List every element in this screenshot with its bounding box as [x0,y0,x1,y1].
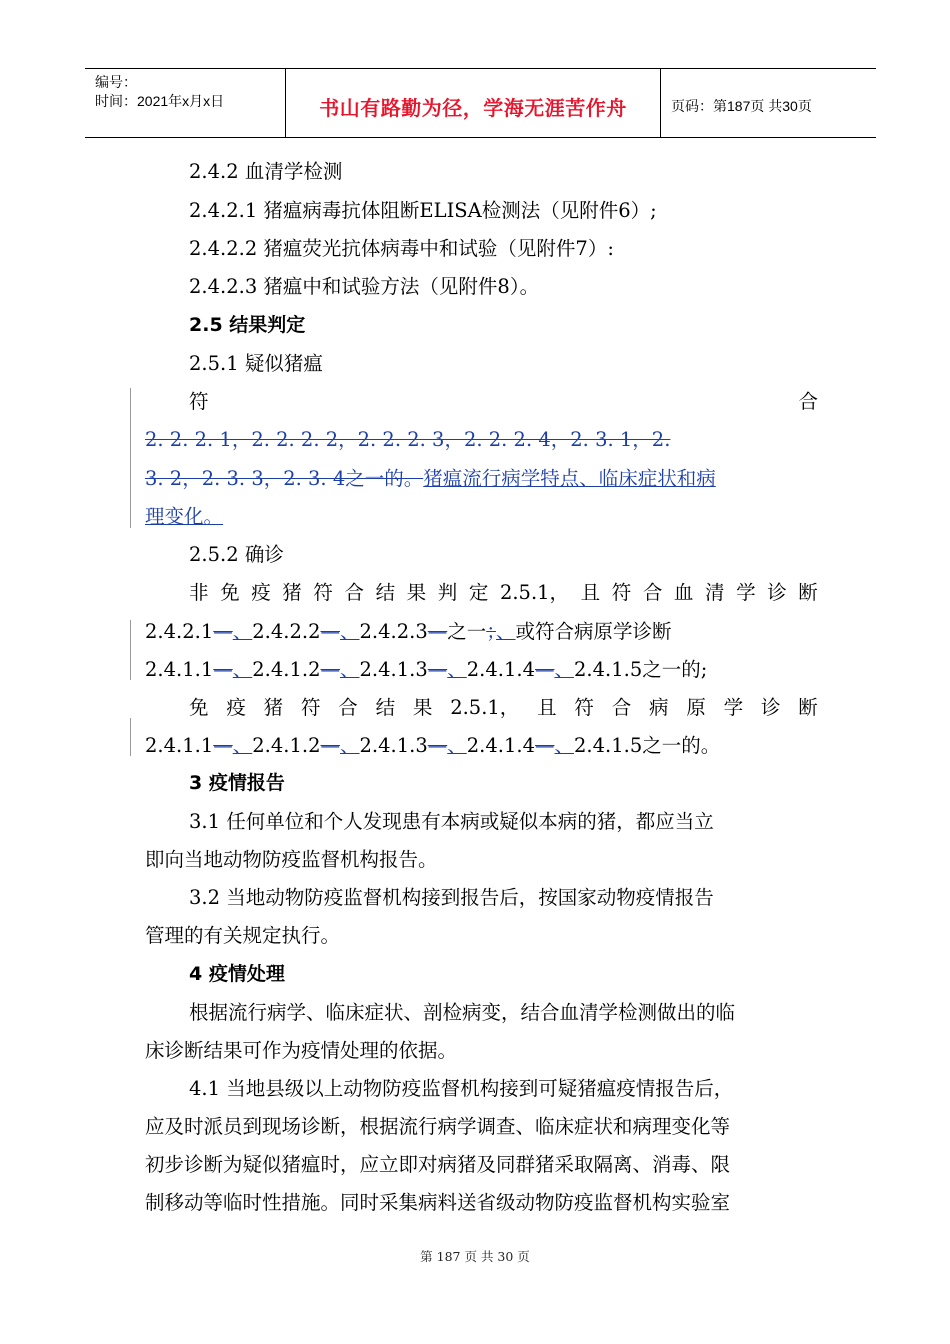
section-2-4-2: 2.4.2 血清学检测 [189,160,343,183]
justified-line [189,390,818,414]
word: 且 [580,581,601,604]
section-2-4-2-2: 2.4.2.2 猪瘟荧光抗体病毒中和试验（见附件7）: [189,237,614,260]
deleted-dash: — [427,734,448,757]
section-3-1-cont: 即向当地动物防疫监督机构报告。 [145,848,438,871]
code-ref: 2.4.1.2 [252,734,321,757]
code-ref: 2.4.1.3 [359,658,428,681]
deleted-dash: — [213,734,233,757]
deleted-dash: — [534,658,555,681]
header-motto-cell [285,69,661,137]
word: 疫 [251,581,271,604]
header-meta-cell [85,69,285,137]
word: 病 [649,696,669,719]
section-4-1-cont: 初步诊断为疑似猪瘟时，应立即对病猪及同群猪采取隔离、消毒、限 [145,1153,731,1176]
text: 之一 [447,620,487,643]
word: 猪 [263,696,284,719]
deleted-text: 2. 2. 2. 1，2. 2. 2. 2，2. 2. 2. 3，2. 2. 2. 4，2. 3. 1，2. [145,428,671,451]
document-header [85,68,876,138]
section-2-5-1: 2.5.1 疑似猪瘟 [189,352,323,375]
code-ref: 2.4.2.2 [252,620,321,643]
inserted-text: 理变化。 [145,505,224,528]
word: 学 [723,696,744,719]
word: 免 [189,696,209,719]
inserted-comma: 、 [339,658,360,681]
text: 或符合病原学诊断 [515,620,672,643]
revision-line [145,467,818,491]
inserted-comma: 、 [554,658,574,681]
section-4-1-cont: 应及时派员到现场诊断，根据流行病学调查、临床症状和病理变化等 [145,1115,731,1138]
word: 清 [705,581,725,604]
word: 符 [189,390,209,413]
word: 符 [574,696,594,719]
word: 合 [344,581,364,604]
word: 判 [437,581,458,604]
deleted-line [145,428,818,452]
word: 结 [375,696,396,719]
inserted-comma: 、 [339,620,360,643]
section-2-5-2: 2.5.2 确诊 [189,543,284,566]
motto-text: 书山有路勤为径，学海无涯苦作舟 [319,96,627,120]
section-3-2-cont: 管理的有关规定执行。 [145,924,341,947]
word: 血 [673,581,694,604]
word: 断 [798,696,818,719]
word: 果 [412,696,433,719]
word: 诊 [760,696,781,719]
section-2-4-2-1: 2.4.2.1 猪瘟病毒抗体阻断ELISA检测法（见附件6）; [189,199,657,222]
section-3-1: 3.1 任何单位和个人发现患有本病或疑似本病的猪，都应当立 [189,810,714,833]
code-ref: 2.4.2.1 [145,620,214,643]
word: 诊 [767,581,787,604]
code-ref: 2.4.1.2 [252,658,321,681]
word: 定 [468,581,489,604]
word: 合 [642,581,663,604]
revision-bar [130,620,131,680]
inserted-comma: 、 [232,620,253,643]
inserted-comma: 、 [339,734,360,757]
section-4-1: 4.1 当地县级以上动物防疫监督机构接到可疑猪瘟疫情报告后， [189,1077,734,1100]
word: 且 [537,696,557,719]
code-ref: 2.4.1.3 [359,734,428,757]
deleted-semicolon: ； [486,620,497,643]
code-ref: 2.4.1.5之一的; [574,658,708,681]
section-4-1-cont: 制移动等临时性措施。同时采集病料送省级动物防疫监督机构实验室 [145,1191,731,1214]
deleted-dash: — [320,734,340,757]
heading-4: 4 疫情处理 [189,963,285,985]
inserted-comma: 、 [554,734,574,757]
section-4-para-cont: 床诊断结果可作为疫情处理的依据。 [145,1039,458,1062]
diagnosis-line [145,658,818,682]
deleted-dash: — [534,734,555,757]
heading-3: 3 疫情报告 [189,772,285,794]
revision-bar [130,388,131,528]
page-label: 页码：第187页 共30页 [671,98,812,114]
word: 合 [338,696,358,719]
code-ref: 2.4.1.4 [466,658,535,681]
word: 符 [611,581,632,604]
page-footer: 第 187 页 共 30 页 [420,1249,530,1264]
inserted-comma: 、 [447,658,467,681]
word: 疫 [226,696,246,719]
diagnosis-line [145,734,818,758]
word: 断 [798,581,818,604]
deleted-dash: — [213,658,233,681]
deleted-text: 3. 2，2. 3. 3，2. 3. 4之一的。 [145,467,424,490]
word: 免 [220,581,240,604]
code-ref: 2.4.1.1 [145,658,214,681]
inserted-comma: 、 [447,734,467,757]
code-ref: 2.4.2.3 [359,620,428,643]
code-ref: 2.4.1.1 [145,734,214,757]
time-label: 时间：2021年x月x日 [95,93,225,109]
section-4-para: 根据流行病学、临床症状、剖检病变，结合血清学检测做出的临 [189,1001,736,1024]
word: 猪 [282,581,302,604]
inserted-comma: 、 [496,620,516,643]
word: 符 [313,581,333,604]
revision-line [145,505,818,529]
word: 合 [798,390,818,413]
word: 合 [611,696,632,719]
deleted-dash: — [427,658,448,681]
deleted-dash: — [427,620,448,643]
revision-bar [130,718,131,756]
diagnosis-line [145,620,818,644]
inserted-text: 猪瘟流行病学特点、临床症状和病 [423,467,716,490]
section-3-2: 3.2 当地动物防疫监督机构接到报告后，按国家动物疫情报告 [189,886,714,909]
word: 2.5.1， [450,696,520,719]
word: 非 [189,581,209,604]
inserted-comma: 、 [232,734,253,757]
word: 符 [300,696,321,719]
header-page-cell [661,69,876,137]
justified-line [189,696,818,720]
deleted-dash: — [320,620,340,643]
code-ref: 2.4.1.4 [466,734,535,757]
word: 原 [686,696,706,719]
code-label: 编号： [95,74,137,90]
code-ref: 2.4.1.5之一的。 [574,734,721,757]
deleted-dash: — [213,620,233,643]
inserted-comma: 、 [232,658,253,681]
deleted-dash: — [320,658,340,681]
word: 结 [375,581,396,604]
heading-2-5: 2.5 结果判定 [189,314,306,336]
word: 果 [406,581,427,604]
word: 学 [736,581,756,604]
justified-line [189,581,818,605]
section-2-4-2-3: 2.4.2.3 猪瘟中和试验方法（见附件8）。 [189,275,540,298]
word: 2.5.1， [499,581,570,604]
